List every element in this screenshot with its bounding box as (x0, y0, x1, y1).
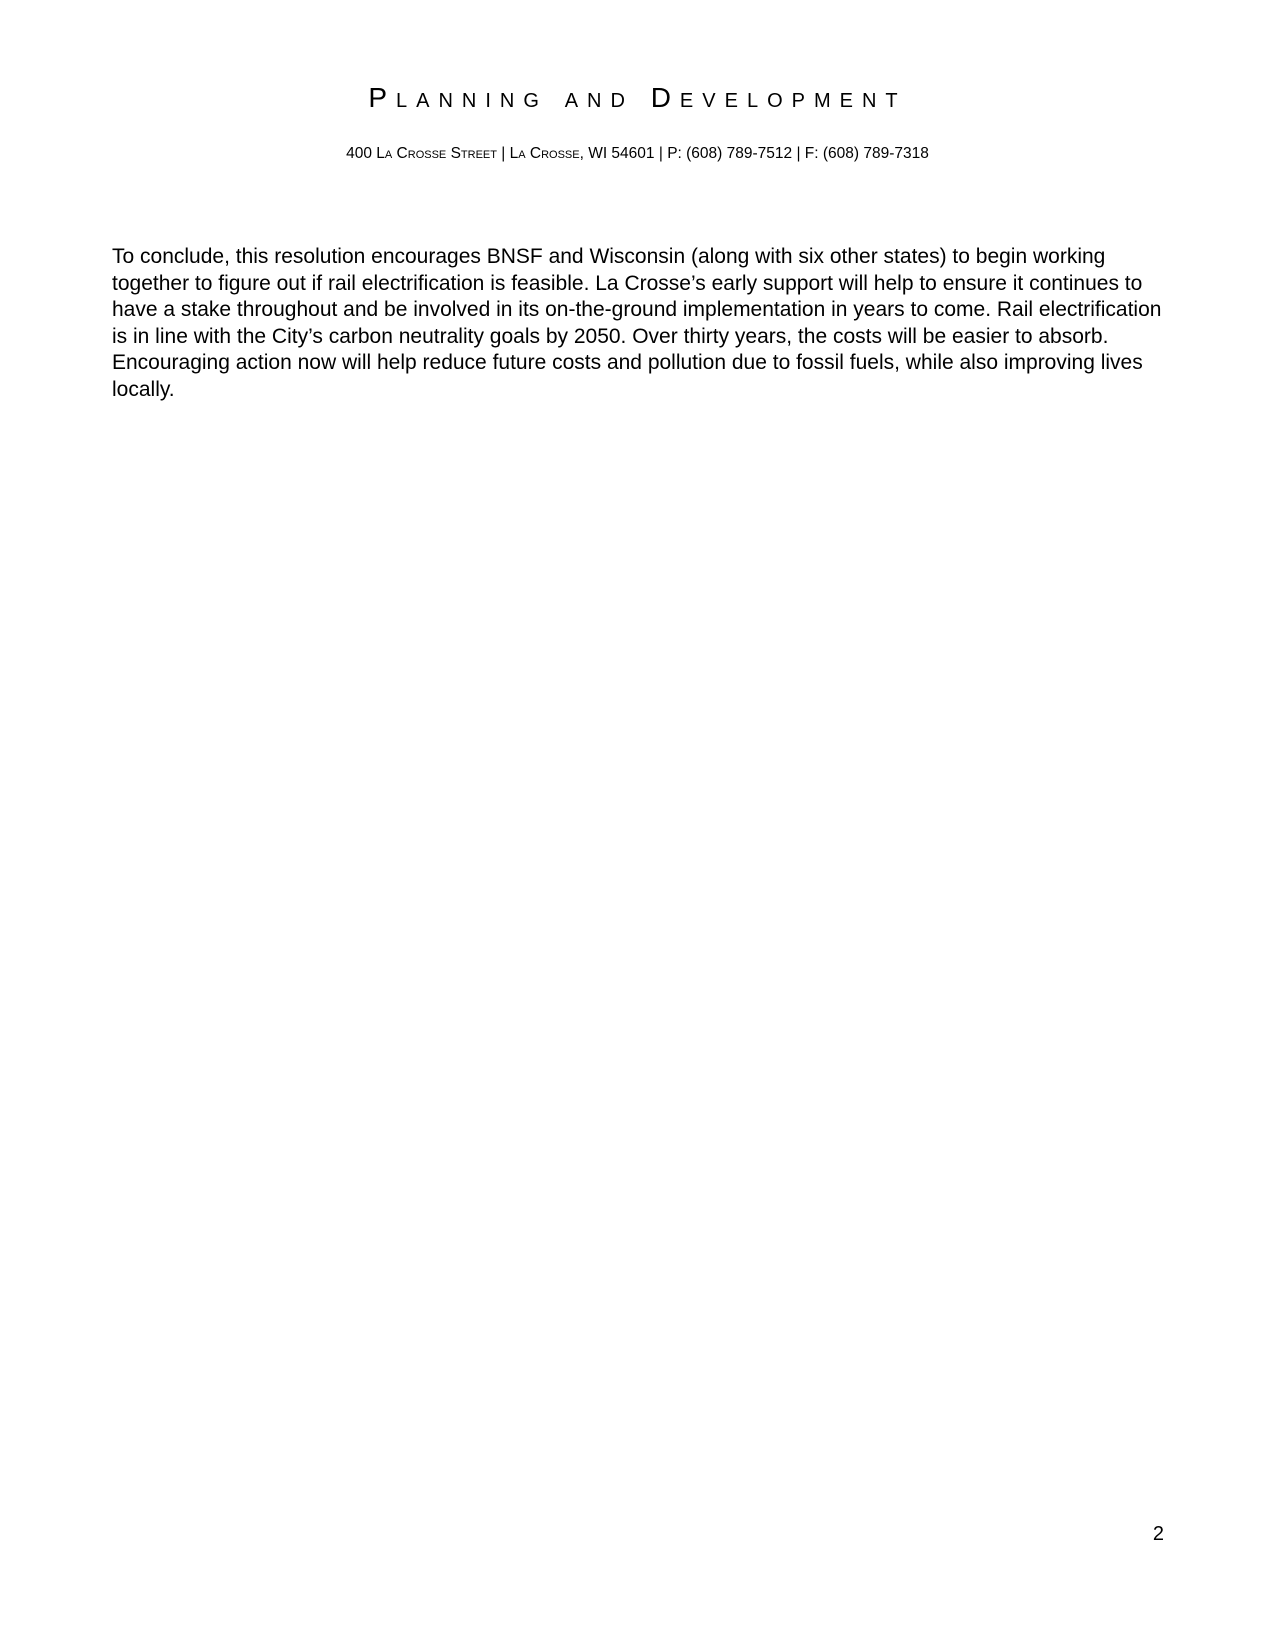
address-separator: | (792, 145, 805, 162)
conclusion-paragraph: To conclude, this resolution encourages BNSF and Wisconsin (along with six other states) to begin working together to figure out if rail electrification is feasible. La Crosse’s early support will help to ensure it continues to have a stake throughout and be involved in its on-the-ground implementation in years to come. Rail electrification is in line with the City’s carbon neutrality goals by 2050. Over thirty years, the costs will be easier to absorb. Encouraging action now will help reduce future costs and pollution due to fossil fuels, while also improving lives locally. (112, 245, 1162, 401)
address-fax: F: (608) 789-7318 (804, 145, 929, 162)
address-street-number: 400 (346, 145, 377, 162)
address-state-zip: , WI 54601 (579, 145, 655, 162)
address-street: La Crosse Street (376, 145, 497, 162)
department-title: Planning and Development (368, 82, 907, 113)
page-number: 2 (1152, 1523, 1164, 1545)
address-separator: | (496, 145, 510, 162)
department-address (0, 142, 1275, 166)
address-city: La Crosse (509, 145, 580, 162)
address-separator: | (654, 145, 668, 162)
address-phone: P: (608) 789-7512 (667, 145, 793, 162)
